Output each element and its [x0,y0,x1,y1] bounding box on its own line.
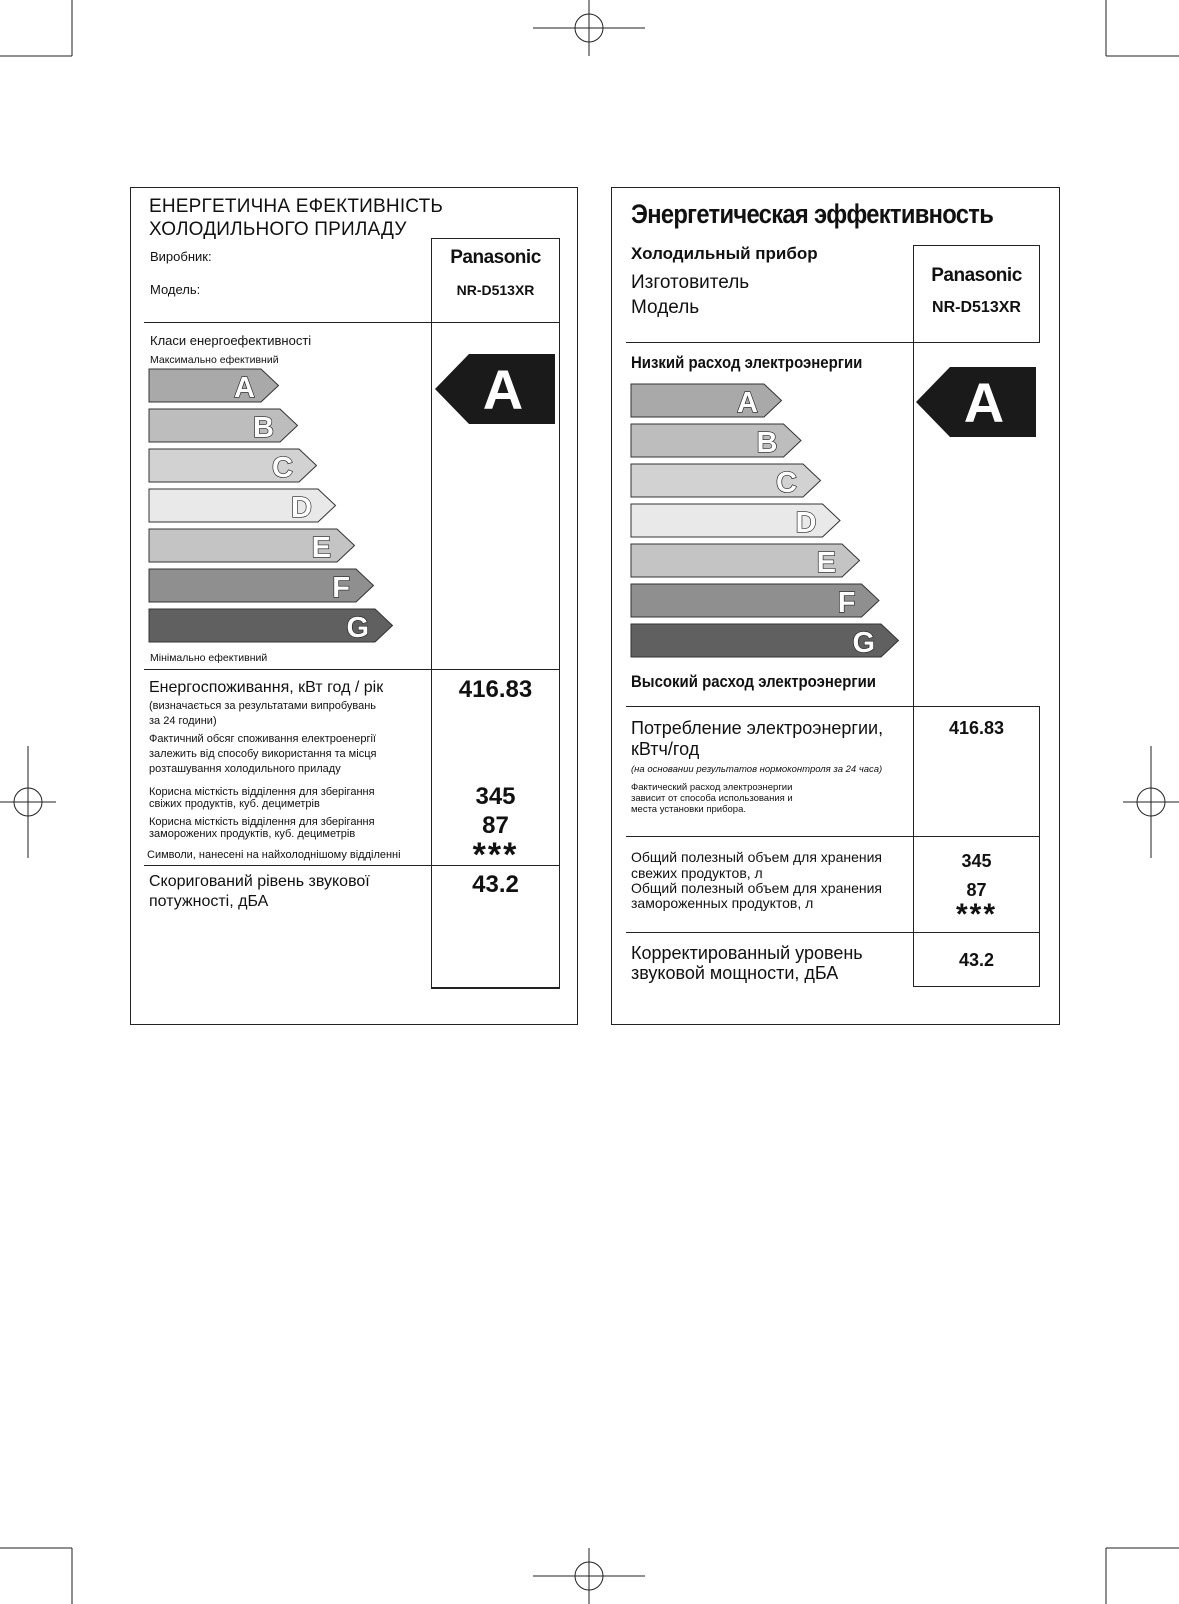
ua-bar-a [149,369,279,402]
ru-bar-label-d: D [795,507,817,539]
ua-noise-label1: Скоригований рівень звукової [149,873,370,890]
ua-actual-note3: розташування холодильного приладу [149,763,341,775]
ru-low-consumption: Низкий расход электроэнергии [631,353,863,372]
ua-stars: *** [472,836,519,874]
ru-stars: *** [955,898,998,931]
ru-noise-label1: Корректированный уровень [631,943,863,963]
ru-divider-1 [626,342,1040,343]
ru-fresh-label2: свежих продуктов, л [631,865,763,881]
ru-scale [630,383,900,668]
ru-fresh-value: 345 [961,851,992,871]
ua-bar-label-e: E [311,532,331,564]
ru-frozen-label1: Общий полезный объем для хранения [631,880,883,896]
ru-fresh-label1: Общий полезный объем для хранения [631,849,883,865]
ru-manufacturer-label: Изготовитель [631,272,750,293]
ua-consumption-label: Енергоспоживання, кВт год / рік [149,679,384,696]
ua-model-label: Модель: [150,282,201,297]
ru-frozen-value: 87 [966,880,987,900]
ua-bar-label-d: D [291,492,312,524]
ru-model-label: Модель [631,297,700,318]
ua-noise-label2: потужності, дБА [149,893,269,910]
ru-bar-label-c: C [776,467,797,499]
ua-frozen-value: 87 [482,812,509,839]
ua-actual-note1: Фактичний обсяг споживання електроенергії [149,733,376,745]
ua-frozen-label1: Корисна місткість відділення для зберігання [149,816,375,828]
ua-rating-letter: A [482,358,524,421]
ru-consumption-label2: кВтч/год [631,739,700,759]
ru-actual-note3: места установки прибора. [631,804,746,815]
ru-bar-label-b: B [756,427,778,459]
ru-consumption-note: (на основании результатов нормоконтроля за 24 часа) [631,764,883,775]
ua-bar-label-c: C [272,452,293,484]
ru-title: Энергетическая эффективность [631,199,994,229]
ru-frozen-label2: замороженных продуктов, л [631,895,814,911]
ua-fresh-value: 345 [475,783,516,810]
ru-brand-cell [913,245,1040,343]
ru-divider-3 [626,836,1040,837]
ru-bar-a [631,384,782,417]
ua-fresh-label2: свіжих продуктів, куб. дециметрів [149,798,320,810]
ru-bar-label-e: E [816,547,836,579]
ua-consumption-value: 416.83 [458,676,533,703]
ru-noise-value: 43.2 [958,950,995,970]
ua-bar-label-a: A [234,372,255,404]
ua-symbols-label: Символи, нанесені на найхолоднішому відділенні [147,849,401,861]
ru-bar-label-g: G [852,627,875,659]
ua-manufacturer-label: Виробник: [150,249,212,264]
ua-classes-label: Класи енергоефективності [150,333,312,348]
ua-rating-arrow [435,354,557,424]
ua-model-value: NR-D513XR [456,282,535,298]
ru-bar-label-f: F [837,587,856,619]
ua-bar-label-b: B [253,412,274,444]
ru-consumption-label1: Потребление электроэнергии, [631,718,884,738]
ua-noise-value: 43.2 [472,871,519,898]
ru-actual-note1: Фактический расход электроэнергии [631,782,793,793]
ua-max-efficient: Максимально ефективний [150,354,279,366]
ru-bar-label-a: A [737,387,758,419]
ua-divider-2 [144,669,560,670]
ru-divider-2 [626,706,1040,707]
ru-rating-arrow [916,367,1038,437]
ua-bar-b [149,409,298,442]
ru-noise-label2: звуковой мощности, дБА [631,963,839,983]
ru-high-consumption: Высокий расход электроэнергии [631,672,876,691]
ru-consumption-value: 416.83 [948,718,1005,738]
ru-appliance: Холодильный прибор [631,244,818,263]
ua-scale [148,368,408,653]
ua-consumption-note2: за 24 години) [149,715,217,727]
ru-actual-note2: зависит от способа использования и [631,793,793,804]
ua-frozen-label2: заморожених продуктів, куб. дециметрів [149,828,356,840]
ua-divider-1 [144,322,560,323]
ua-title-line2: ХОЛОДИЛЬНОГО ПРИЛАДУ [149,219,407,240]
ua-actual-note2: залежить від способу використання та місця [149,748,377,760]
ua-fresh-label1: Корисна місткість відділення для зберігання [149,786,375,798]
ru-model-value: NR-D513XR [932,299,1021,316]
ru-divider-4 [626,932,1040,933]
ua-brand-logo: Panasonic [450,247,541,268]
ua-bar-label-f: F [332,572,350,604]
ua-title-line1: ЕНЕРГЕТИЧНА ЕФЕКТИВНІСТЬ [149,196,444,217]
ua-bar-label-g: G [346,612,369,644]
ua-min-efficient: Мінімально ефективний [150,652,268,664]
ua-consumption-note1: (визначається за результатами випробувань [149,700,377,712]
ru-brand-logo: Panasonic [931,265,1022,286]
ru-rating-letter: A [963,371,1005,434]
